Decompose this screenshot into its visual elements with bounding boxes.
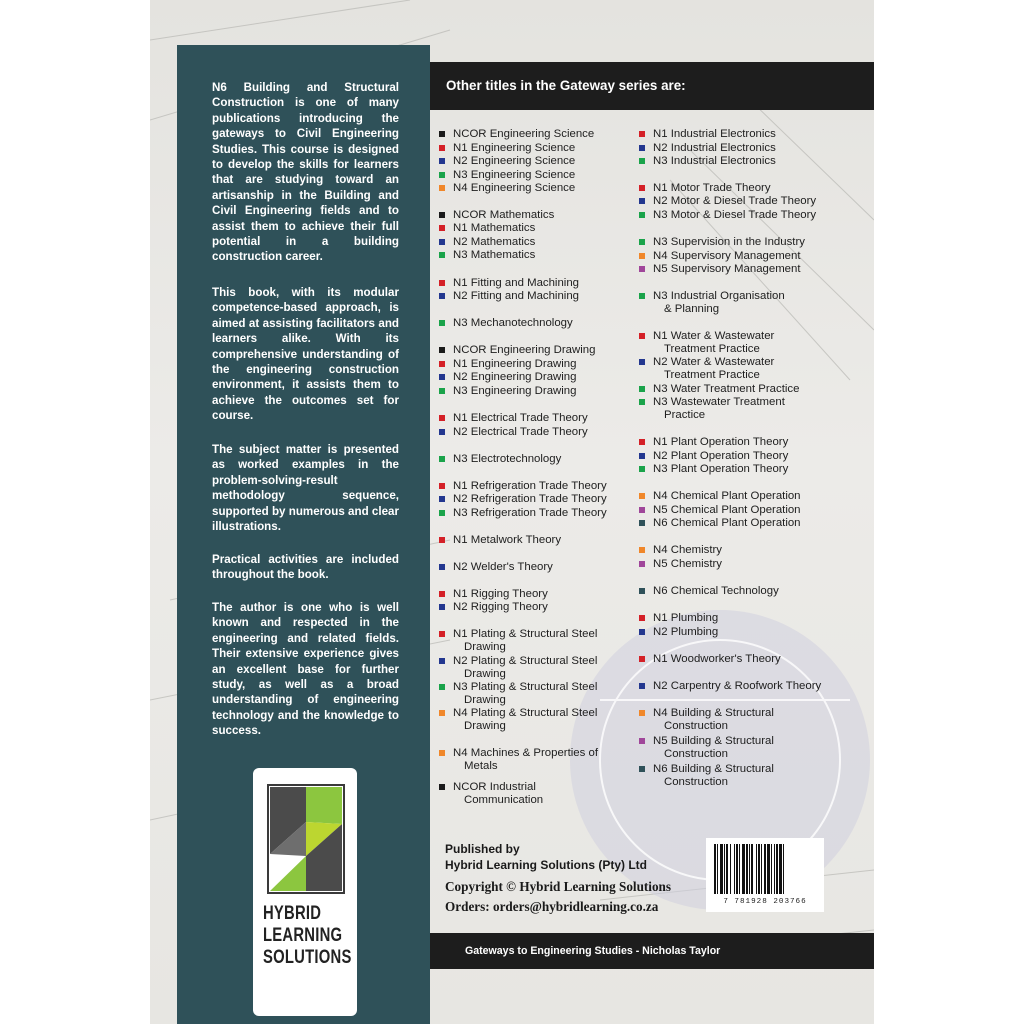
logo-word-learning: LEARNING [263,925,343,946]
title-text: N3 Motor & Diesel Trade Theory [653,209,817,221]
title-text: N2 Carpentry & Roofwork Theory [653,680,822,692]
color-square-icon [639,615,645,621]
color-square-icon [439,212,445,218]
title-text: N4 Engineering Science [453,182,576,194]
title-text: N3 Supervision in the Industry [653,236,805,248]
title-text: Drawing [464,694,506,707]
color-square-icon [639,738,645,744]
color-square-icon [639,683,645,689]
title-text: N1 Mathematics [453,222,536,234]
title-text: N2 Plumbing [653,626,719,638]
color-square-icon [639,547,645,553]
title-text: N2 Motor & Diesel Trade Theory [653,195,817,207]
copyright-notice: Copyright © Hybrid Learning Solutions [445,879,672,894]
title-text: N4 Chemical Plant Operation [653,490,801,502]
title-text: Drawing [464,641,506,654]
title-text: N1 Metalwork Theory [453,534,562,546]
color-square-icon [439,591,445,597]
title-text: N6 Building & Structural [653,763,774,775]
blurb-paragraph-intro: N6 Building and Structural Construction is one of many publications introducing the gateways to Civil Engineering Studies. This course is designed to develop the skills for learners that are studying toward an artisanship in the Building and Civil Engineering fields and to assist them to achieve their full potential in a building construction career. [212,81,399,264]
title-text: N4 Plating & Structural Steel [453,707,598,719]
color-square-icon [639,158,645,164]
title-text: NCOR Engineering Science [453,128,595,140]
color-square-icon [439,374,445,380]
title-text: Treatment Practice [664,343,760,356]
color-square-icon [639,629,645,635]
title-text: N2 Refrigeration Trade Theory [453,493,607,505]
title-text: N1 Woodworker's Theory [653,653,781,665]
title-text: N1 Water & Wastewater [653,330,775,342]
title-text: N2 Plant Operation Theory [653,450,789,462]
color-square-icon [639,185,645,191]
title-text: N5 Chemical Plant Operation [653,504,801,516]
title-text: N5 Supervisory Management [653,263,801,275]
series-header-bar [430,62,874,110]
title-text: Construction [664,748,728,761]
published-by-label: Published by [445,842,520,856]
title-text: N1 Plant Operation Theory [653,436,789,448]
title-text: N3 Engineering Drawing [453,385,577,397]
color-square-icon [639,266,645,272]
title-text: N4 Supervisory Management [653,250,801,262]
title-text: N1 Rigging Theory [453,588,548,600]
title-text: N1 Motor Trade Theory [653,182,771,194]
title-text: N2 Mathematics [453,236,536,248]
color-square-icon [639,333,645,339]
color-square-icon [439,510,445,516]
color-square-icon [639,253,645,259]
title-text: N1 Plating & Structural Steel [453,628,598,640]
color-square-icon [439,145,445,151]
color-square-icon [439,225,445,231]
color-square-icon [639,453,645,459]
title-text: N1 Fitting and Machining [453,277,579,289]
orders-email: Orders: orders@hybridlearning.co.za [445,899,659,914]
color-square-icon [439,537,445,543]
color-square-icon [639,710,645,716]
color-square-icon [439,131,445,137]
color-square-icon [439,564,445,570]
blurb-paragraph-approach: This book, with its modular competence-based approach, is aimed at assisting facilitators and learners alike. With its comprehensive understanding of the engineering construction environment, it assists them to achieve the outcomes set for course. [212,286,399,423]
color-square-icon [439,658,445,664]
color-square-icon [439,239,445,245]
title-text: N5 Chemistry [653,558,722,570]
title-text: N3 Refrigeration Trade Theory [453,507,607,519]
title-text: Treatment Practice [664,369,760,382]
blurb-paragraph-author: The author is one who is well known and respected in the engineering and related fields. Their extensive experience gives an excellent base for further study, as well as a broad understanding of engineering technology and the knowledge to success. [212,601,399,738]
color-square-icon [439,320,445,326]
title-text: N1 Engineering Science [453,142,576,154]
title-text: Communication [464,794,544,807]
title-text: N6 Chemical Plant Operation [653,517,801,529]
color-square-icon [639,212,645,218]
title-text: N3 Plant Operation Theory [653,463,789,475]
color-square-icon [439,456,445,462]
title-text: N3 Plating & Structural Steel [453,681,598,693]
logo-word-solutions: SOLUTIONS [263,947,352,968]
title-text: N2 Engineering Science [453,155,576,167]
color-square-icon [439,185,445,191]
title-text: N4 Chemistry [653,544,722,556]
title-text: N2 Industrial Electronics [653,142,776,154]
publisher-name: Hybrid Learning Solutions (Pty) Ltd [445,858,647,872]
color-square-icon [439,172,445,178]
color-square-icon [439,388,445,394]
color-square-icon [439,631,445,637]
color-square-icon [639,399,645,405]
color-square-icon [639,656,645,662]
color-square-icon [639,588,645,594]
color-square-icon [439,710,445,716]
color-square-icon [639,520,645,526]
color-square-icon [639,466,645,472]
title-text: N6 Chemical Technology [653,585,779,597]
title-text: N2 Engineering Drawing [453,371,577,383]
title-text: Drawing [464,720,506,733]
title-text: N2 Water & Wastewater [653,356,775,368]
footer-series-author: Gateways to Engineering Studies - Nicholas Taylor [465,945,721,957]
title-text: N3 Industrial Electronics [653,155,776,167]
title-text: N4 Building & Structural [653,707,774,719]
blurb-paragraph-activities: Practical activities are included throughout the book. [212,553,399,582]
title-text: N3 Industrial Organisation [653,290,785,302]
color-square-icon [439,252,445,258]
logo-word-hybrid: HYBRID [263,903,322,924]
color-square-icon [439,496,445,502]
title-text: N3 Mathematics [453,249,536,261]
barcode-bars-icon [712,844,818,894]
color-square-icon [639,198,645,204]
color-square-icon [639,359,645,365]
series-title-list [430,110,874,940]
title-text: N4 Machines & Properties of [453,747,598,759]
title-text: N2 Rigging Theory [453,601,548,613]
title-text: Metals [464,760,498,773]
color-square-icon [639,766,645,772]
title-text: N1 Industrial Electronics [653,128,776,140]
color-square-icon [439,483,445,489]
title-text: N1 Engineering Drawing [453,358,577,370]
color-square-icon [439,347,445,353]
title-text: N2 Plating & Structural Steel [453,655,598,667]
title-text: NCOR Engineering Drawing [453,344,596,356]
isbn-barcode [706,838,824,912]
title-text: N3 Electrotechnology [453,453,562,465]
color-square-icon [639,239,645,245]
color-square-icon [639,293,645,299]
title-text: Drawing [464,668,506,681]
barcode-number: 7 781928 203766 [723,898,807,906]
color-square-icon [639,493,645,499]
color-square-icon [639,131,645,137]
title-text: N1 Electrical Trade Theory [453,412,588,424]
title-text: N2 Welder's Theory [453,561,553,573]
color-square-icon [639,145,645,151]
footer-bar [430,933,874,969]
color-square-icon [439,293,445,299]
title-text: N5 Building & Structural [653,735,774,747]
title-text: NCOR Industrial [453,781,536,793]
title-text: N3 Engineering Science [453,169,576,181]
title-text: Construction [664,776,728,789]
color-square-icon [439,429,445,435]
title-text: Construction [664,720,728,733]
title-text: Practice [664,409,706,422]
title-text: N2 Electrical Trade Theory [453,426,588,438]
title-text: & Planning [664,303,720,316]
color-square-icon [439,784,445,790]
title-text: N2 Fitting and Machining [453,290,579,302]
title-text: N1 Plumbing [653,612,719,624]
title-text: N3 Wastewater Treatment [653,396,785,408]
title-text: N1 Refrigeration Trade Theory [453,480,607,492]
color-square-icon [439,750,445,756]
color-square-icon [439,280,445,286]
title-text: N3 Water Treatment Practice [653,383,800,395]
color-square-icon [439,415,445,421]
color-square-icon [439,361,445,367]
color-square-icon [439,684,445,690]
series-header-title: Other titles in the Gateway series are: [446,78,686,93]
color-square-icon [639,439,645,445]
title-text: NCOR Mathematics [453,209,555,221]
title-text: N3 Mechanotechnology [453,317,573,329]
color-square-icon [439,158,445,164]
color-square-icon [439,604,445,610]
color-square-icon [639,561,645,567]
hybrid-learning-solutions-logo-icon [267,784,345,894]
color-square-icon [639,386,645,392]
blurb-paragraph-subject: The subject matter is presented as worked examples in the problem-solving-result methodology sequence, supported by numerous and clear illustrations. [212,443,399,534]
publisher-logo [253,768,357,1016]
color-square-icon [639,507,645,513]
